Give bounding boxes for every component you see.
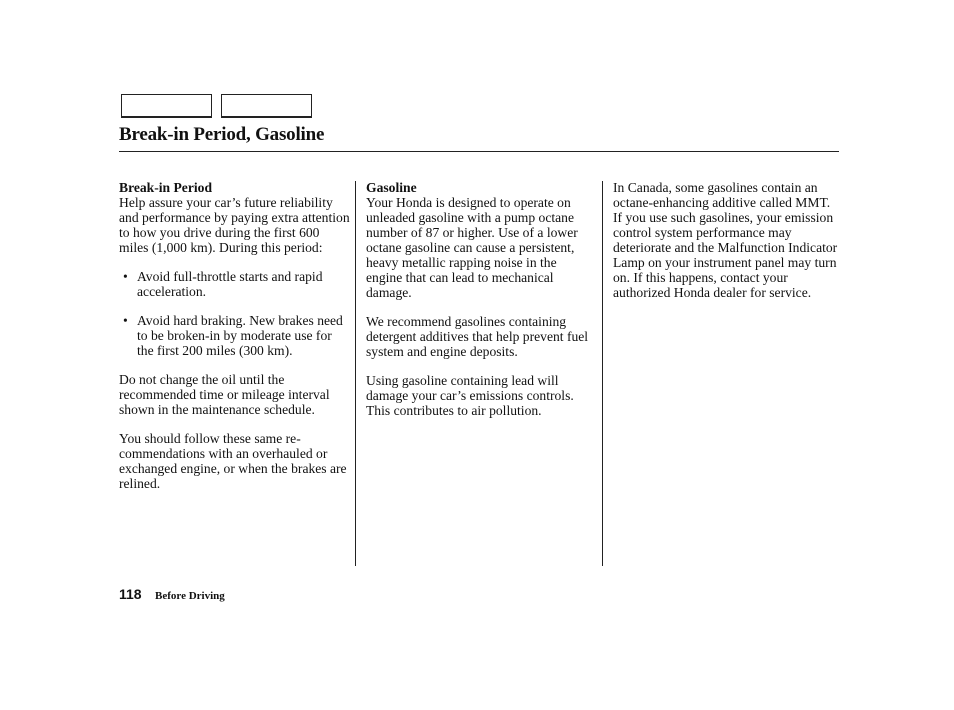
column-canada	[613, 180, 841, 314]
page-title: Break-in Period, Gasoline	[119, 124, 325, 145]
mmt-paragraph: In Canada, some gasolines contain an octane-enhancing additive called MMT. If you use such gasolines, your emission control system performance may deteriorate and the Malfunction Indicator Lamp on your instrument panel may turn on. If this happens, contact your authorized Honda dealer for service.	[613, 180, 838, 300]
list-item	[123, 269, 351, 299]
page-number: 118	[119, 586, 142, 602]
octane-paragraph: Your Honda is designed to operate on unleaded gasoline with a pump octane number of 87 or higher. Use of a lower octane gasoline can cause a persistent, heavy metallic rapping noise in the engine that can lead to mechanical damage.	[366, 195, 578, 300]
title-divider	[119, 151, 839, 152]
break-in-heading: Break-in Period	[119, 180, 213, 195]
nav-next-button[interactable]	[221, 94, 312, 118]
column-break-in	[119, 180, 351, 505]
lead-paragraph: Using gasoline containing lead will damage your car’s emissions controls. This contributes to air pollution.	[366, 373, 574, 418]
column-divider	[602, 181, 603, 566]
detergent-paragraph: We recommend gasolines containing detergent additives that help prevent fuel system and engine deposits.	[366, 314, 589, 359]
oil-change-paragraph: Do not change the oil until the recommended time or mileage interval shown in the maintenance schedule.	[119, 372, 330, 417]
nav-previous-button[interactable]	[121, 94, 212, 118]
bullet-glyph: •	[123, 313, 128, 328]
overhaul-paragraph: You should follow these same re-commendations with an overhauled or exchanged engine, or when the brakes are relined.	[119, 431, 347, 491]
gasoline-heading: Gasoline	[366, 180, 417, 195]
break-in-intro: Help assure your car’s future reliability and performance by paying extra attention to how you drive during the first 600 miles (1,000 km). During this period:	[119, 195, 350, 255]
bullet-text: Avoid full-throttle starts and rapid acceleration.	[137, 269, 323, 299]
bullet-text: Avoid hard braking. New brakes need to be broken-in by moderate use for the first 200 miles (300 km).	[137, 313, 343, 358]
column-gasoline	[366, 180, 596, 432]
bullet-glyph: •	[123, 269, 128, 284]
column-divider	[355, 181, 356, 566]
section-name: Before Driving	[155, 590, 225, 602]
list-item	[123, 313, 351, 358]
